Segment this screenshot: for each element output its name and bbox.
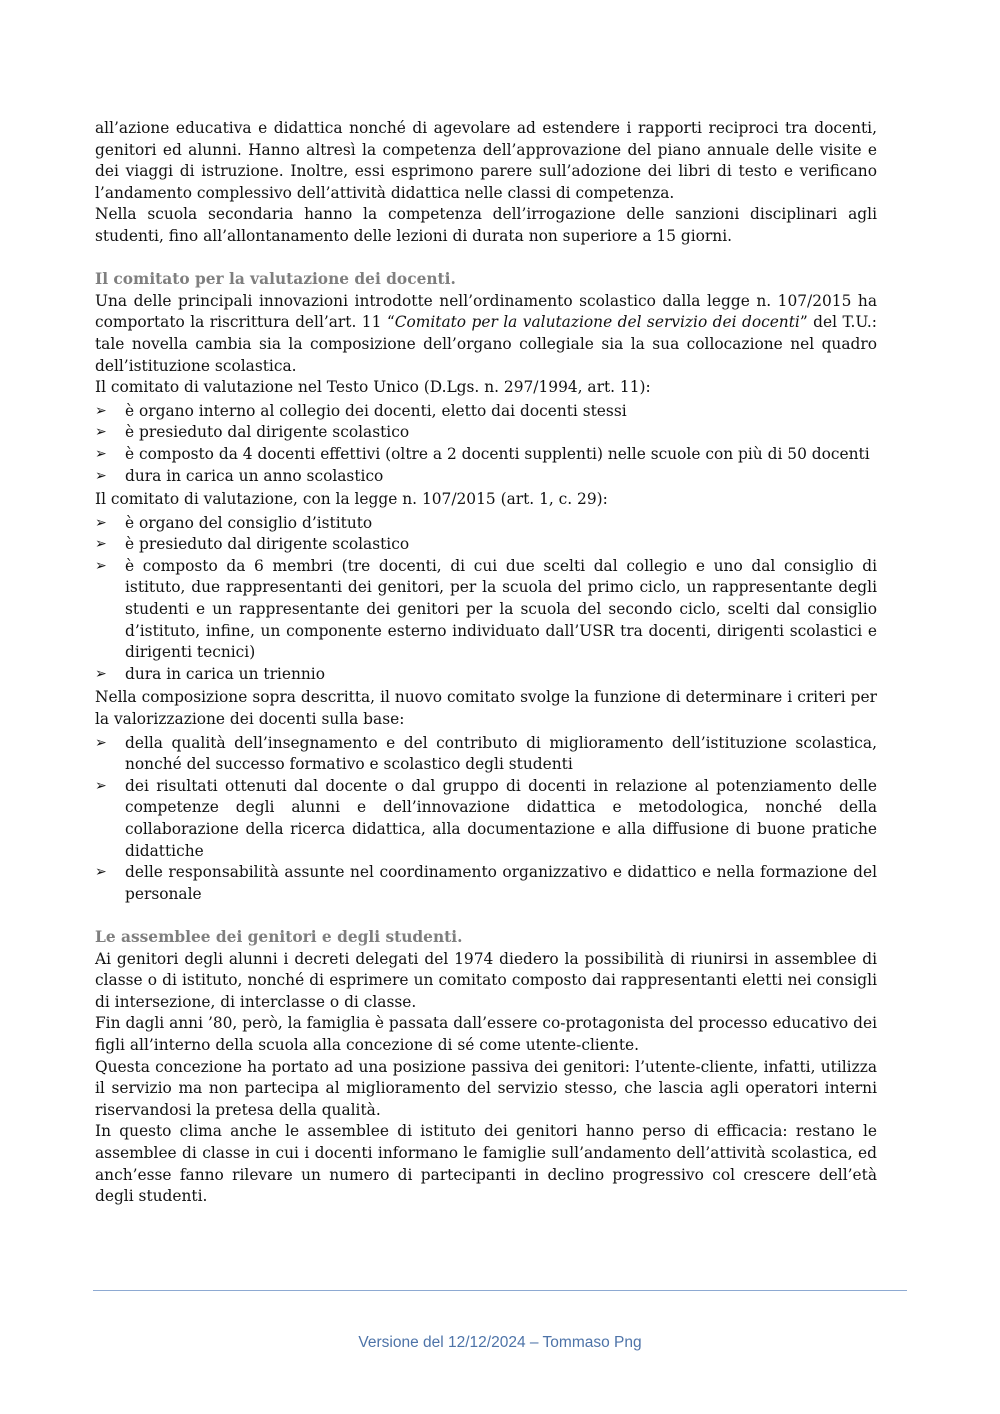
list-item-text: dei risultati ottenuti dal docente o dal gruppo di docenti in relazione al potenziamento delle competenze degli alunni e dell’innovazione didattica e metodologica, nonché della collaborazione della ricerca didattica, alla documentazione e alla diffusione di buone pratiche didattiche <box>125 776 877 860</box>
list-item <box>95 556 877 664</box>
assemblee-paragraph-3: Questa concezione ha portato ad una posizione passiva dei genitori: l’utente-cliente, infatti, utilizza il servizio ma non partecipa al miglioramento del servizio stesso, che lascia agli operatori interni riservandosi la pretesa della qualità. <box>95 1057 877 1119</box>
list-item <box>95 776 877 862</box>
arrow-bullet-icon: ➢ <box>95 424 107 441</box>
list-item-text: dura in carica un anno scolastico <box>125 466 384 485</box>
intro-paragraph-2: Nella scuola secondaria hanno la competenza dell’irrogazione delle sanzioni disciplinari agli studenti, fino all’allontanamento delle lezioni di durata non superiore a 15 giorni. <box>95 205 877 245</box>
assemblee-paragraph-1: Ai genitori degli alunni i decreti delegati del 1974 diedero la possibilità di riunirsi in assemblee di classe o di istituto, nonché di esprimere un comitato composto dai rappresentanti eletti nei consigli di intersezione, di interclasse o di classe. <box>95 949 877 1011</box>
list-item-text: è composto da 4 docenti effettivi (oltre a 2 docenti supplenti) nelle scuole con più di 50 docenti <box>125 444 870 463</box>
list-item-text: è organo interno al collegio dei docenti, eletto dai docenti stessi <box>125 401 627 420</box>
para1-end: ” del T.U.: tale novella cambia sia la composizione dell’organo collegiale sia la sua collocazione nel quadro dell’istituzione scolastica. <box>95 313 877 375</box>
list-item-text: è composto da 6 membri (tre docenti, di cui due scelti dal collegio e uno dal consiglio di istituto, due rappresentanti dei genitori, per la scuola del primo ciclo, un rappresentante degli studenti e un rappresentante dei genitori per la scuola del secondo ciclo, scelti dal consiglio d’istituto, infine, un componente esterno individuato dall’USR tra docenti, dirigenti scolastici e dirigenti tecnici) <box>125 556 877 662</box>
section-heading-assemblee: Le assemblee dei genitori e degli studenti. <box>95 927 463 946</box>
list-item <box>95 733 877 776</box>
arrow-bullet-icon: ➢ <box>95 514 107 531</box>
section-heading-comitato: Il comitato per la valutazione dei docenti. <box>95 270 456 289</box>
list-item <box>95 513 877 535</box>
list-item <box>95 422 877 444</box>
list-item <box>95 534 877 556</box>
list-legge-107 <box>95 513 877 686</box>
arrow-bullet-icon: ➢ <box>95 557 107 574</box>
arrow-bullet-icon: ➢ <box>95 665 107 682</box>
footer-version: Versione del 12/12/2024 – Tommaso Png <box>358 1334 642 1351</box>
arrow-bullet-icon: ➢ <box>95 536 107 553</box>
assemblee-paragraph-4: In questo clima anche le assemblee di istituto dei genitori hanno perso di efficacia: restano le assemblee di classe in cui i docenti informano le famiglie sull’andamento dell’attività scolastica, ed anch’esse fanno rilevare un numero di partecipanti in declino progressivo col crescere dell’età degli studenti. <box>95 1122 877 1206</box>
list-item-text: dura in carica un triennio <box>125 664 325 683</box>
list-item-text: delle responsabilità assunte nel coordinamento organizzativo e didattico e nella formazione del personale <box>125 863 877 903</box>
list-item <box>95 466 877 488</box>
arrow-bullet-icon: ➢ <box>95 467 107 484</box>
list-item <box>95 664 877 686</box>
list-item <box>95 401 877 423</box>
footer-divider <box>93 1290 907 1291</box>
comitato-paragraph-3: Il comitato di valutazione, con la legge n. 107/2015 (art. 1, c. 29): <box>95 490 608 509</box>
arrow-bullet-icon: ➢ <box>95 402 107 419</box>
comitato-paragraph-1 <box>95 291 877 377</box>
para1-start: Una delle principali innovazioni introdotte nell’ordinamento scolastico dalla legge n. 107/2015 ha comportato la riscrittura dell’art. 11 “ <box>95 291 877 332</box>
page-body <box>95 118 877 1208</box>
comitato-paragraph-2: Il comitato di valutazione nel Testo Unico (D.Lgs. n. 297/1994, art. 11): <box>95 378 651 397</box>
list-item <box>95 444 877 466</box>
list-item-text: è presieduto dal dirigente scolastico <box>125 423 410 442</box>
assemblee-paragraph-2: Fin dagli anni ’80, però, la famiglia è passata dall’essere co-protagonista del processo educativo dei figli all’interno della scuola alla concezione di sé come utente-cliente. <box>95 1014 877 1054</box>
list-testo-unico <box>95 401 877 487</box>
para1-italic-title: Comitato per la valutazione del servizio dei docenti <box>394 313 800 332</box>
arrow-bullet-icon: ➢ <box>95 864 107 881</box>
comitato-paragraph-4: Nella composizione sopra descritta, il nuovo comitato svolge la funzione di determinare i criteri per la valorizzazione dei docenti sulla base: <box>95 688 877 729</box>
list-criteri <box>95 733 877 906</box>
arrow-bullet-icon: ➢ <box>95 777 107 794</box>
arrow-bullet-icon: ➢ <box>95 734 107 751</box>
list-item-text: della qualità dell’insegnamento e del contributo di miglioramento dell’istituzione scolastica, nonché del successo formativo e scolastico degli studenti <box>125 733 877 774</box>
list-item <box>95 862 877 905</box>
list-item-text: è organo del consiglio d’istituto <box>125 513 373 532</box>
arrow-bullet-icon: ➢ <box>95 445 107 462</box>
intro-paragraph-1: all’azione educativa e didattica nonché di agevolare ad estendere i rapporti reciproci tra docenti, genitori ed alunni. Hanno altresì la competenza dell’approvazione del piano annuale delle visite e dei viaggi di istruzione. Inoltre, essi esprimono parere sull’adozione dei libri di testo e verificano l’andamento complessivo dell’attività didattica nelle classi di competenza. <box>95 119 877 202</box>
list-item-text: è presieduto dal dirigente scolastico <box>125 535 410 554</box>
